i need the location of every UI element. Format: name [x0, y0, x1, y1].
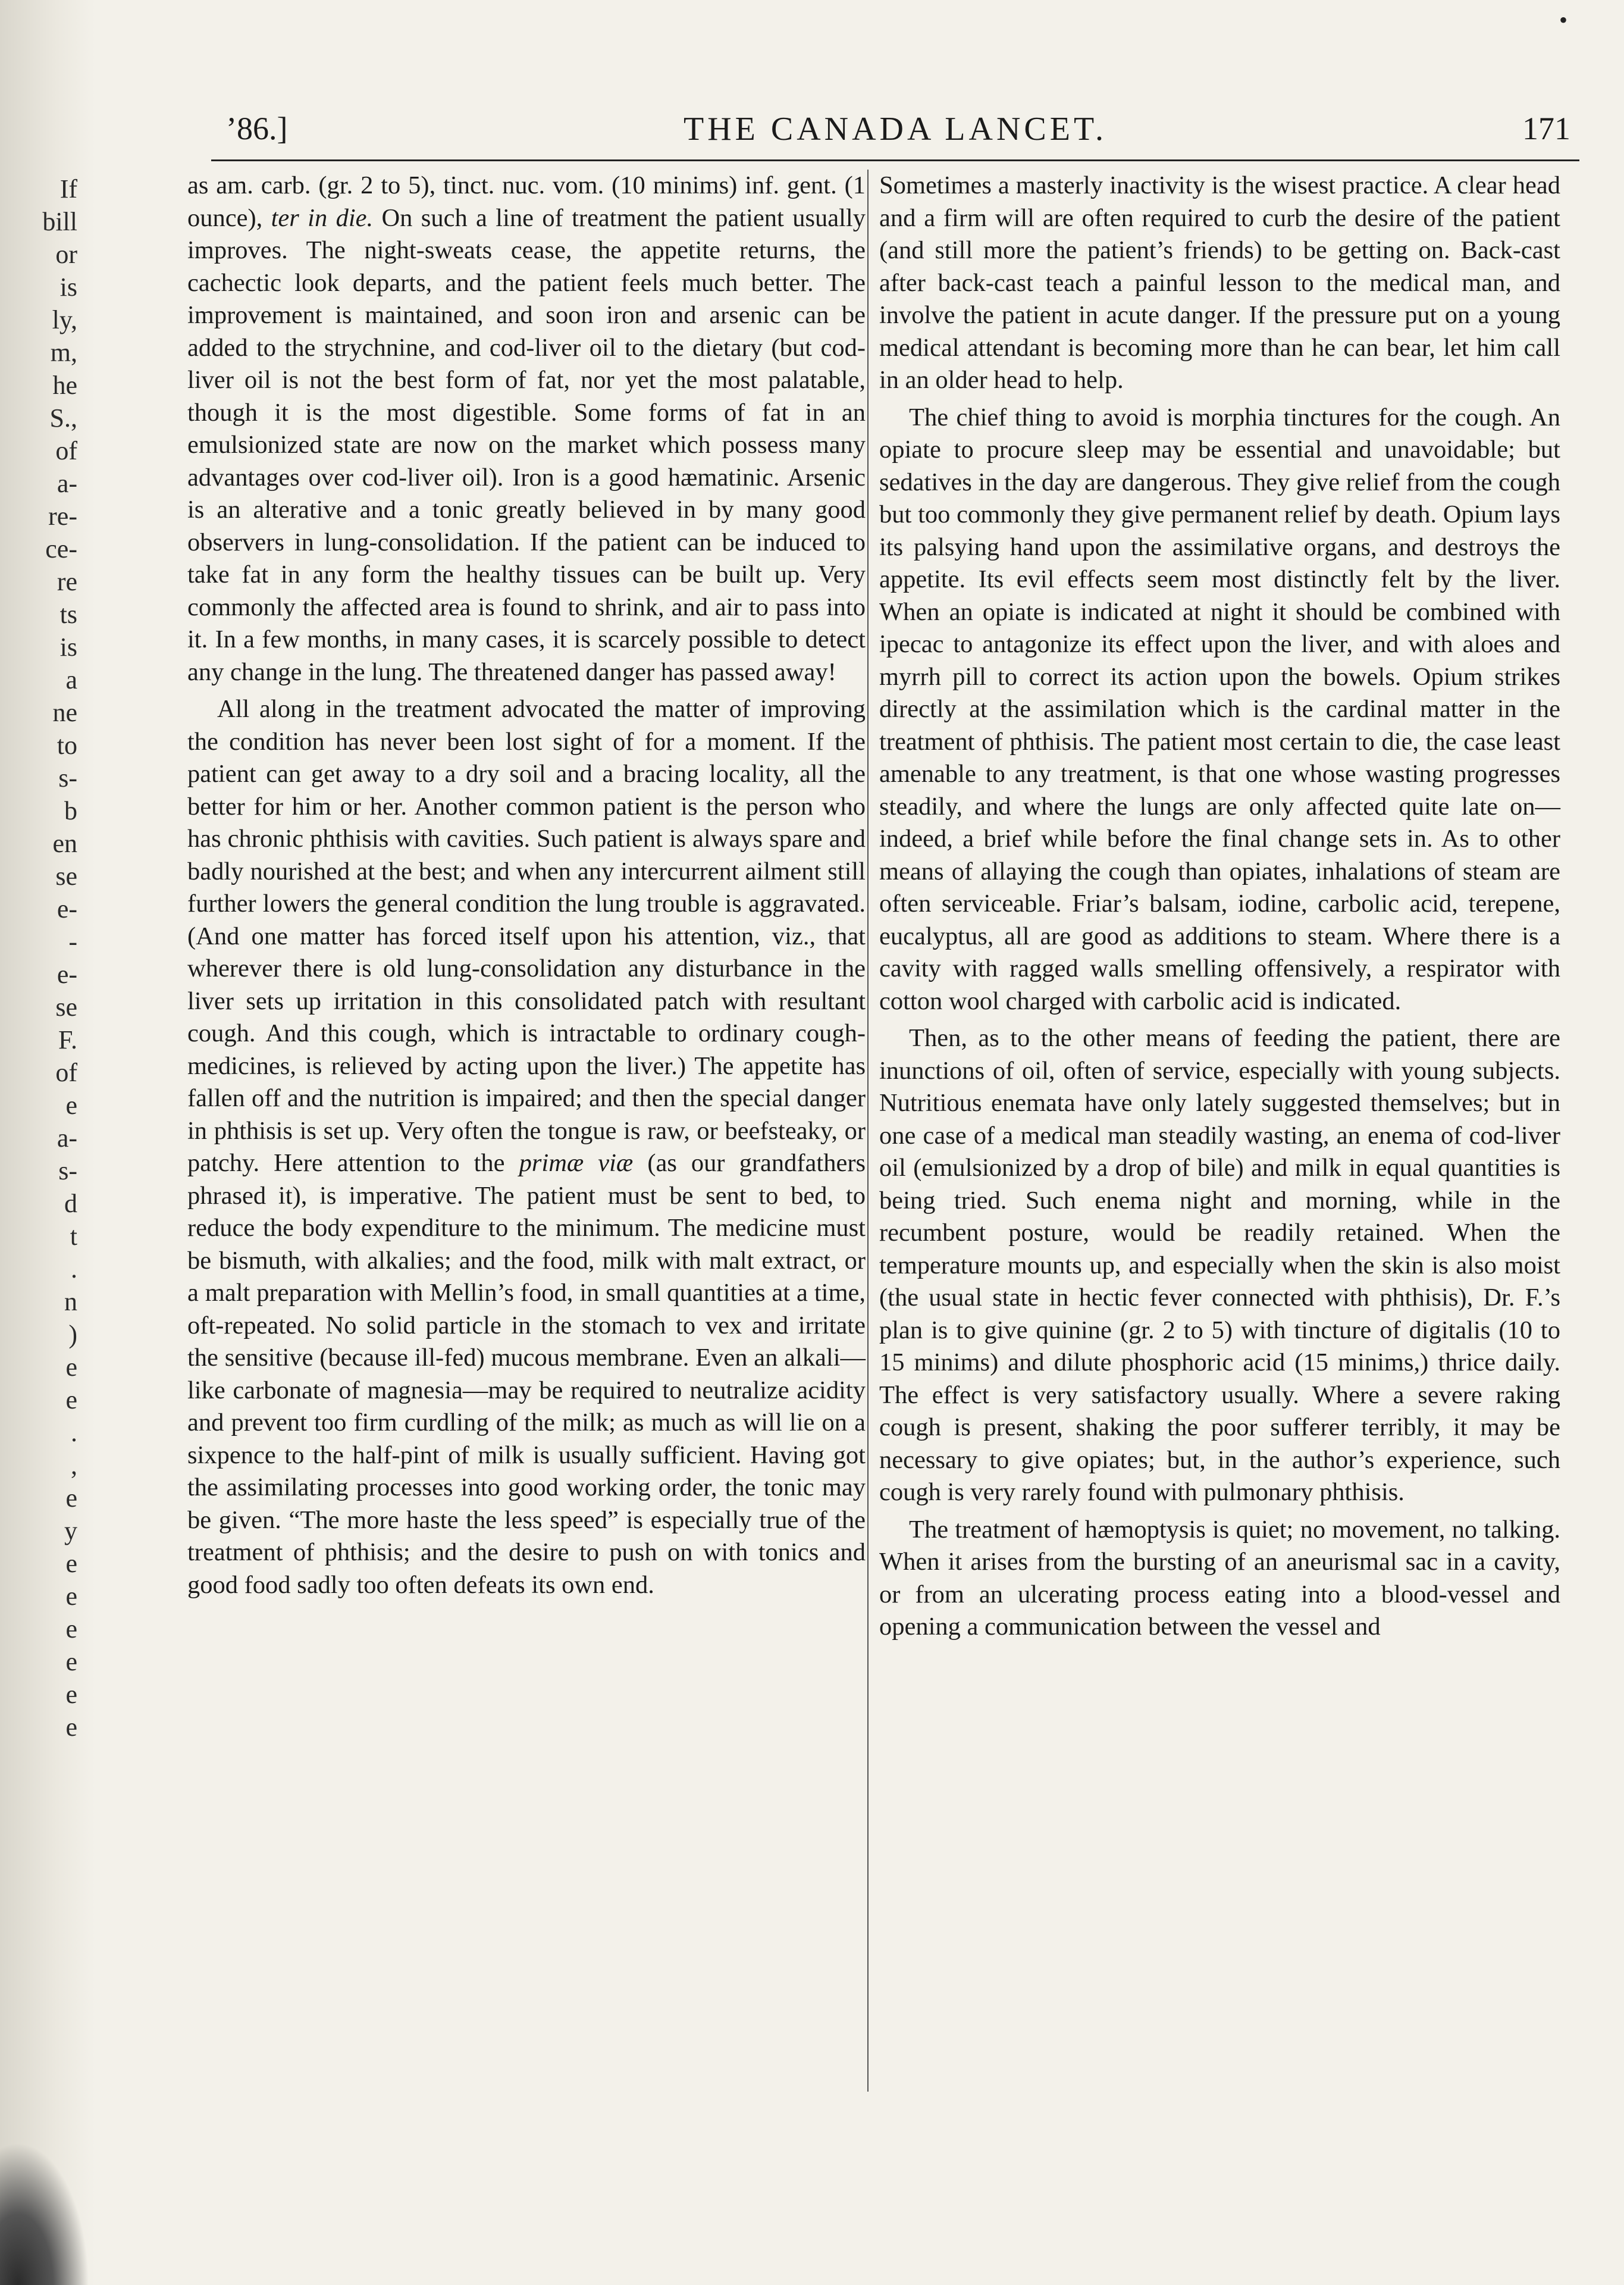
page-number: 171 [1522, 111, 1570, 146]
margin-fragment: e- [57, 960, 77, 989]
header-rule [211, 159, 1579, 161]
italic-phrase: ter in die. [271, 204, 374, 232]
margin-fragment: e [65, 1582, 77, 1611]
margin-fragment: - [68, 927, 77, 956]
text-run: (as our grandfathers phrased it), is imperative. The patient must be sent to bed, to reduce the body expenditure to the minimum. The medicine must be bismuth, with alkalies; and the food, milk with malt extract, or a malt preparation with Mellin’s food, in small quantities at a time, oft-repeated. No solid particle in the stomach to vex and irritate the sensitive (because ill-fed) mucous membrane. Even an alkali—like carbonate of magnesia—may be required to neutralize acidity and prevent too firm curdling of the milk; as much as will lie on a sixpence to the half-pint of milk is usually sufficient. Having got the assimilating processes into good working order, the tonic may be given. “The more haste the less speed” is especially true of the treatment of phthisis; and the desire to push on with tonics and good food sadly too often defeats its own end. [187, 1149, 866, 1599]
margin-fragment: e [65, 1549, 77, 1578]
text-run: The treatment of hæmoptysis is quiet; no movement, no talking. When it arises from the bursting of an aneurismal sac in a cavity, or from an ulcerating process eating into a blood-vessel and opening a communication between the vessel and [879, 1515, 1560, 1641]
margin-fragment: F. [58, 1025, 77, 1054]
paragraph [187, 170, 866, 688]
text-run: On such a line of treatment the patient usually improves. The night-sweats cease, the appetite returns, the cachectic look departs, and the patient feels much better. The improvement is maintained, and soon iron and arsenic can be added to the strychnine, and cod-liver oil to the dietary (but cod-liver oil is not the best form of fat, nor yet the most palatable, though it is the most digestible. Some forms of fat in an emulsionized state are now on the market which possess many advantages over cod-liver oil). Iron is a good hæmatinic. Arsenic is an alterative and a tonic greatly believed in by many good observers in lung-consolidation. If the patient can be induced to take fat in any form the healthy tissues can be built up. Very commonly the affected area is found to shrink, and air to pass into it. In a few months, in many cases, it is scarcely possible to detect any change in the lung. The threatened danger has passed away! [187, 204, 866, 686]
margin-fragment: S., [49, 403, 77, 433]
running-header [211, 110, 1579, 158]
margin-fragment: to [57, 731, 77, 760]
margin-fragment: e [65, 1680, 77, 1709]
margin-fragment: se [55, 993, 77, 1022]
left-column [187, 170, 866, 1601]
margin-fragment: a- [57, 469, 77, 498]
margin-fragment: of [55, 1058, 77, 1087]
margin-fragment: is [59, 633, 77, 662]
margin-fragment: e [65, 1353, 77, 1382]
margin-fragment: a- [57, 1123, 77, 1153]
margin-fragment: ly, [52, 305, 77, 334]
margin-fragment: . [71, 1418, 77, 1447]
margin-fragment: If [59, 174, 77, 204]
margin-fragment: e [65, 1483, 77, 1513]
margin-fragment: e [65, 1385, 77, 1414]
margin-fragment: e [65, 1091, 77, 1120]
column-divider [867, 170, 869, 2092]
margin-fragment: t [70, 1222, 77, 1251]
margin-fragment: he [52, 371, 77, 400]
margin-fragment: en [52, 829, 77, 858]
margin-fragment: is [59, 273, 77, 302]
text-run: All along in the treatment advocated the matter of improving the condition has never been lost sight of for a moment. If the patient can get away to a dry soil and a bracing locality, all the better for him or her. Another common patient is the person who has chronic phthisis with cavities. Such patient is always spare and badly nourished at the best; and when any intercurrent ailment still further lowers the general condition the lung trouble is aggravated. (And one matter has forced itself upon his attention, viz., that wherever there is old lung-consolidation any disturbance in the liver sets up irritation in this consolidated patch with resultant cough. And this cough, which is intractable to ordinary cough-medicines, is relieved by acting upon the liver.) The appetite has fallen off and the nutrition is impaired; and then the special danger in phthisis is set up. Very often the tongue is raw, or beefsteaky, or patchy. Here attention to the [187, 695, 866, 1177]
margin-fragment: bill [42, 207, 77, 236]
margin-fragment: ts [59, 600, 77, 629]
margin-fragment: s- [58, 1156, 77, 1185]
margin-fragment: d [64, 1189, 77, 1218]
margin-fragment: of [55, 436, 77, 465]
margin-fragment: se [55, 862, 77, 891]
margin-fragment: re [57, 567, 77, 596]
text-run: Sometimes a masterly inactivity is the wisest practice. A clear head and a firm will are often required to curb the desire of the patient (and still more the patient’s friends) to be getting on. Back-cast after back-cast teach a painful lesson to the medical man, and involve the patient in acute danger. If the pressure put on a young medical attendant is becoming more than he can bear, let him call in an older head to help. [879, 171, 1560, 394]
facing-page-margin-fragments [6, 173, 77, 1744]
corner-mark: • [1559, 7, 1567, 33]
margin-fragment: y [64, 1516, 77, 1545]
thumb-shadow [0, 2142, 89, 2285]
paragraph [879, 1514, 1560, 1644]
margin-fragment: ne [52, 698, 77, 727]
margin-fragment: e- [57, 894, 77, 924]
margin-fragment: re- [48, 502, 77, 531]
paragraph [187, 693, 866, 1601]
margin-fragment: , [71, 1451, 77, 1480]
margin-fragment: e [65, 1647, 77, 1676]
margin-fragment: b [64, 796, 77, 825]
right-column [879, 170, 1560, 1644]
journal-title: THE CANADA LANCET. [683, 111, 1108, 148]
paragraph [879, 1022, 1560, 1509]
header-year: ’86.] [226, 111, 288, 146]
italic-phrase: primæ viæ [519, 1149, 634, 1177]
margin-fragment: a [65, 665, 77, 694]
paragraph [879, 170, 1560, 397]
text-run: The chief thing to avoid is morphia tinctures for the cough. An opiate to procure sleep may be essential and unavoidable; but sedatives in the day are dangerous. They give relief from the cough but too commonly they give permanent relief by death. Opium lays its palsying hand upon the assimilative organs, and destroys the appetite. Its evil effects seem most distinctly felt by the liver. When an opiate is indicated at night it should be combined with ipecac to antagonize its effect upon the liver, and with aloes and myrrh pill to correct its action upon the bowels. Opium strikes directly at the assimilation which is the cardinal matter in the treatment of phthisis. The patient most certain to die, the case least amenable to any treatment, is that one whose wasting progresses steadily, and where the lungs are only affected quite late on—indeed, a brief while before the final change sets in. As to other means of allaying the cough than opiates, inhalations of steam are often serviceable. Friar’s balsam, iodine, carbolic acid, terepene, eucalyptus, all are good as additions to steam. Where there is a cavity with ragged walls smelling offensively, a respirator with cotton wool charged with carbolic acid is indicated. [879, 403, 1560, 1015]
margin-fragment: m, [50, 338, 77, 367]
paragraph [879, 402, 1560, 1018]
margin-fragment: . [71, 1254, 77, 1284]
margin-fragment: ce- [45, 534, 77, 564]
margin-fragment: e [65, 1713, 77, 1742]
text-run: as am. carb. (gr. 2 to 5), tinct. nuc. vom. (10 minims) inf. gent. (1 ounce), [187, 171, 866, 232]
margin-fragment: ) [68, 1320, 77, 1349]
margin-fragment: n [64, 1287, 77, 1316]
margin-fragment: or [55, 240, 77, 269]
margin-fragment: s- [58, 763, 77, 793]
margin-fragment: e [65, 1614, 77, 1644]
text-run: Then, as to the other means of feeding the patient, there are inunctions of oil, often of service, especially with young subjects. Nutritious enemata have only lately suggested themselves; but in one case of a medical man steadily wasting, an enema of cod-liver oil (emulsionized by a drop of bile) and milk in equal quantities is being tried. Such enema night and morning, while in the recumbent posture, would be readily retained. When the temperature mounts up, and especially when the skin is also moist (the usual state in hectic fever connected with phthisis), Dr. F.’s plan is to give quinine (gr. 2 to 5) with tincture of digitalis (10 to 15 minims) and dilute phosphoric acid (15 minims,) thrice daily. The effect is very satisfactory usually. Where a severe raking cough is present, shaking the poor sufferer terribly, it may be necessary to give opiates; but, in the author’s experience, such cough is very rarely found with pulmonary phthisis. [879, 1024, 1560, 1506]
